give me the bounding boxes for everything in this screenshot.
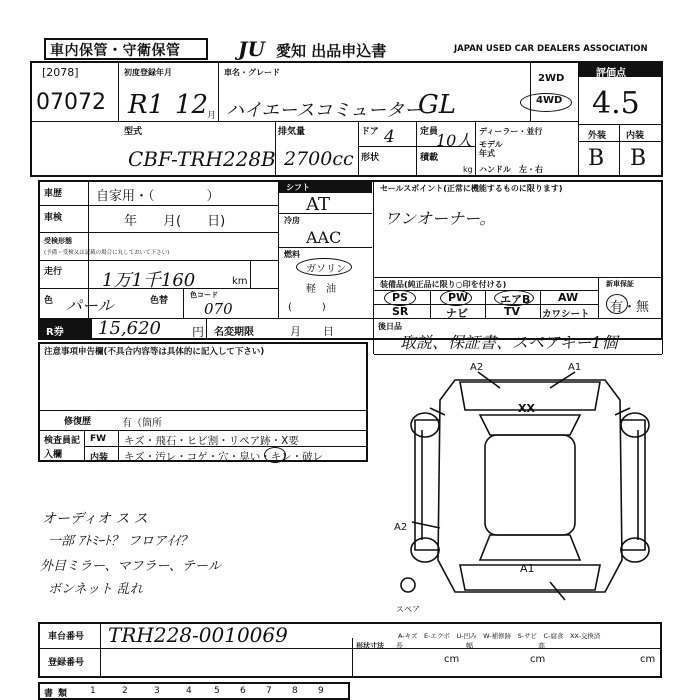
new-car-warranty-value: 有・無 [610,300,650,315]
seats: 10人 [436,131,473,150]
model-year-label: モデル年式 [479,140,503,158]
grade: GL [418,90,457,120]
color-no-label: 色コード [190,291,218,299]
width-label: 幅 [466,642,473,650]
fuel-other: ( ) [288,302,326,313]
equip-pw: PW [448,291,469,304]
displacement-label: 排気量 [278,127,306,137]
hand-note-2: 一部 ｱﾄﾐｰﾄ？ フロアｲｲ？ [48,534,193,549]
bottom-label-0: 書 [44,689,54,699]
color-no-value: 070 [204,300,233,318]
grade-points: 4.5 [592,86,640,121]
bottom-label-10: 9 [318,686,324,696]
interior-inspect-label: 内装 [90,453,109,463]
equip-aw: AW [558,291,579,304]
height-label: 高 [538,642,545,650]
bottom-label-6: 5 [214,686,220,696]
color-value: パール [66,296,114,315]
yen-unit: 円 [192,325,205,339]
ac-value: AAC [306,228,342,247]
equip-tv: TV [504,305,521,318]
shift-label: シフト [286,183,310,192]
exterior-grade: B [588,146,605,171]
after-part-text: 取説、保証書、スペアキー1個 [400,333,618,352]
load-label: 積載 [420,153,439,163]
bottom-label-4: 3 [154,686,160,696]
bottom-strip [38,682,350,700]
shaken-label: 車検 [44,213,63,223]
recycle-value: 15,620 [98,318,161,339]
repair-value: 有（箇所 [122,418,162,429]
drive-2wd: 2WD [538,73,565,84]
inspector-label: 検査員記入欄 [44,436,81,460]
ju-logo: JU [238,37,265,61]
seats-label: 定員 [420,127,439,137]
name-change-value: 月 日 [290,325,334,338]
history-value: 自家用・（ ） [96,189,220,204]
fuel-selected: ガソリン [306,264,346,275]
displacement: 2700cc [284,148,354,170]
after-part-label: 後日品 [378,322,402,331]
interior-grade: B [630,146,647,171]
repair-label: 修復歴 [64,417,92,427]
entry-number: 07072 [36,90,106,115]
model-label: 車名・グレード [224,68,280,77]
type-label: 型式 [124,127,143,137]
ac-label: 冷房 [284,216,300,225]
km-unit: km [232,276,248,287]
color-label: 色 [44,296,54,306]
association-en: JAPAN USED CAR DEALERS ASSOCIATION [454,44,648,54]
cm-unit-3: cm [640,654,656,665]
acceptance-sub: (予備・受検又は記載の場合に丸しておいて下さい) [44,250,170,256]
interior-label: 内装 [626,131,645,141]
lot-number: 2078 [46,66,75,79]
mark-a1-rear: A1 [520,562,535,575]
legend-text: A-キズ E-エクボ U-凹み W-補修跡 S-サビ C-腐食 XX-交換済 [398,632,601,640]
bottom-label-5: 4 [186,686,192,696]
mileage-label: 走行 [44,267,63,277]
reg-no-label: 登録番号 [48,658,85,668]
grade-points-label: 評価点 [596,68,626,79]
dealer-label: ディーラー・並行 [479,127,543,136]
bottom-label-9: 8 [292,686,298,696]
notes-label: 注意事項申告欄(不具合内容等は具体的に記入して下さい) [44,347,265,357]
equip-airbag: エアB [500,293,531,306]
doors: 4 [384,127,395,147]
chassis-no-label: 車台番号 [48,632,85,642]
model-name: ハイエースコミューター [226,100,423,121]
sales-point-label: セールスポイント(正常に機能するものに限ります) [380,184,563,193]
drive-4wd: 4WD [536,95,563,106]
color-change-label: 色替 [150,296,169,306]
bottom-label-8: 7 [266,686,272,696]
storage-label: 車内保管・守衛保管 [50,43,181,59]
association-jp: 愛知 出品申込書 [276,42,387,60]
first-reg-month: 12 [175,90,209,120]
first-reg-era: R1 [128,90,165,120]
lot-number-bracket: [2078] [42,66,79,79]
kg-unit: kg [463,165,473,174]
mark-a1-top: A1 [568,362,582,373]
month-unit: 月 [207,111,217,121]
hand-note-4: ボンネット 乱れ [48,582,143,597]
new-car-warranty-label: 新車保証 [606,280,634,288]
car-diagram [400,360,660,620]
handle-label: ハンドル 左・右 [479,165,543,174]
mark-a2-top: A2 [470,362,484,373]
acceptance-label: 受検形態 [44,237,72,245]
history-label: 車歴 [44,189,63,199]
equip-ps: PS [392,291,408,304]
fuel-diesel: 軽 油 [306,284,336,295]
shift-value: AT [306,194,331,215]
bottom-label-7: 6 [240,686,246,696]
recycle-label: R券 [46,327,64,338]
bottom-label-3: 2 [122,686,128,696]
mileage-value: 1万1千160 [102,270,196,291]
equip-leather: カワシート [542,309,590,320]
interior-items: キズ・汚レ・コゲ・穴・臭い・キレ・破レ [124,451,324,463]
mark-a2-side: A2 [394,522,408,533]
chassis-no: TRH228-0010069 [108,623,288,647]
mark-xx: XX [518,402,535,415]
name-change-label: 名変期限 [214,327,254,338]
size-label: 形状寸法 [356,642,384,650]
first-reg-label: 初度登録年月 [124,68,172,77]
cm-unit-2: cm [530,654,546,665]
hand-note-3: 外目ミラー、マフラー、テール [40,559,221,574]
chassis-type: CBF-TRH228B [128,147,276,171]
equipment-label: 装備品(純正品に限り○印を付ける) [380,280,507,289]
cm-unit-1: cm [444,654,460,665]
fw-items: キズ・飛石・ヒビ割・リペア跡・X要 [124,435,299,447]
sales-point-text: ワンオーナー。 [384,209,496,228]
doors-label: ドア [361,127,379,137]
fuel-label: 燃料 [284,250,300,259]
bottom-label-1: 類 [58,689,68,699]
equip-sr: SR [392,305,409,318]
spare-label: スペア [396,605,420,614]
length-label: 長 [396,642,403,650]
bottom-label-2: 1 [90,686,96,696]
hand-note-1: オーディオ ス ス [42,511,148,527]
fw-label: FW [90,434,107,444]
shape-label: 形状 [361,153,380,163]
shaken-value: 年 月( 日) [124,214,226,229]
exterior-label: 外装 [588,131,607,141]
equip-navi: ナビ [446,307,468,320]
